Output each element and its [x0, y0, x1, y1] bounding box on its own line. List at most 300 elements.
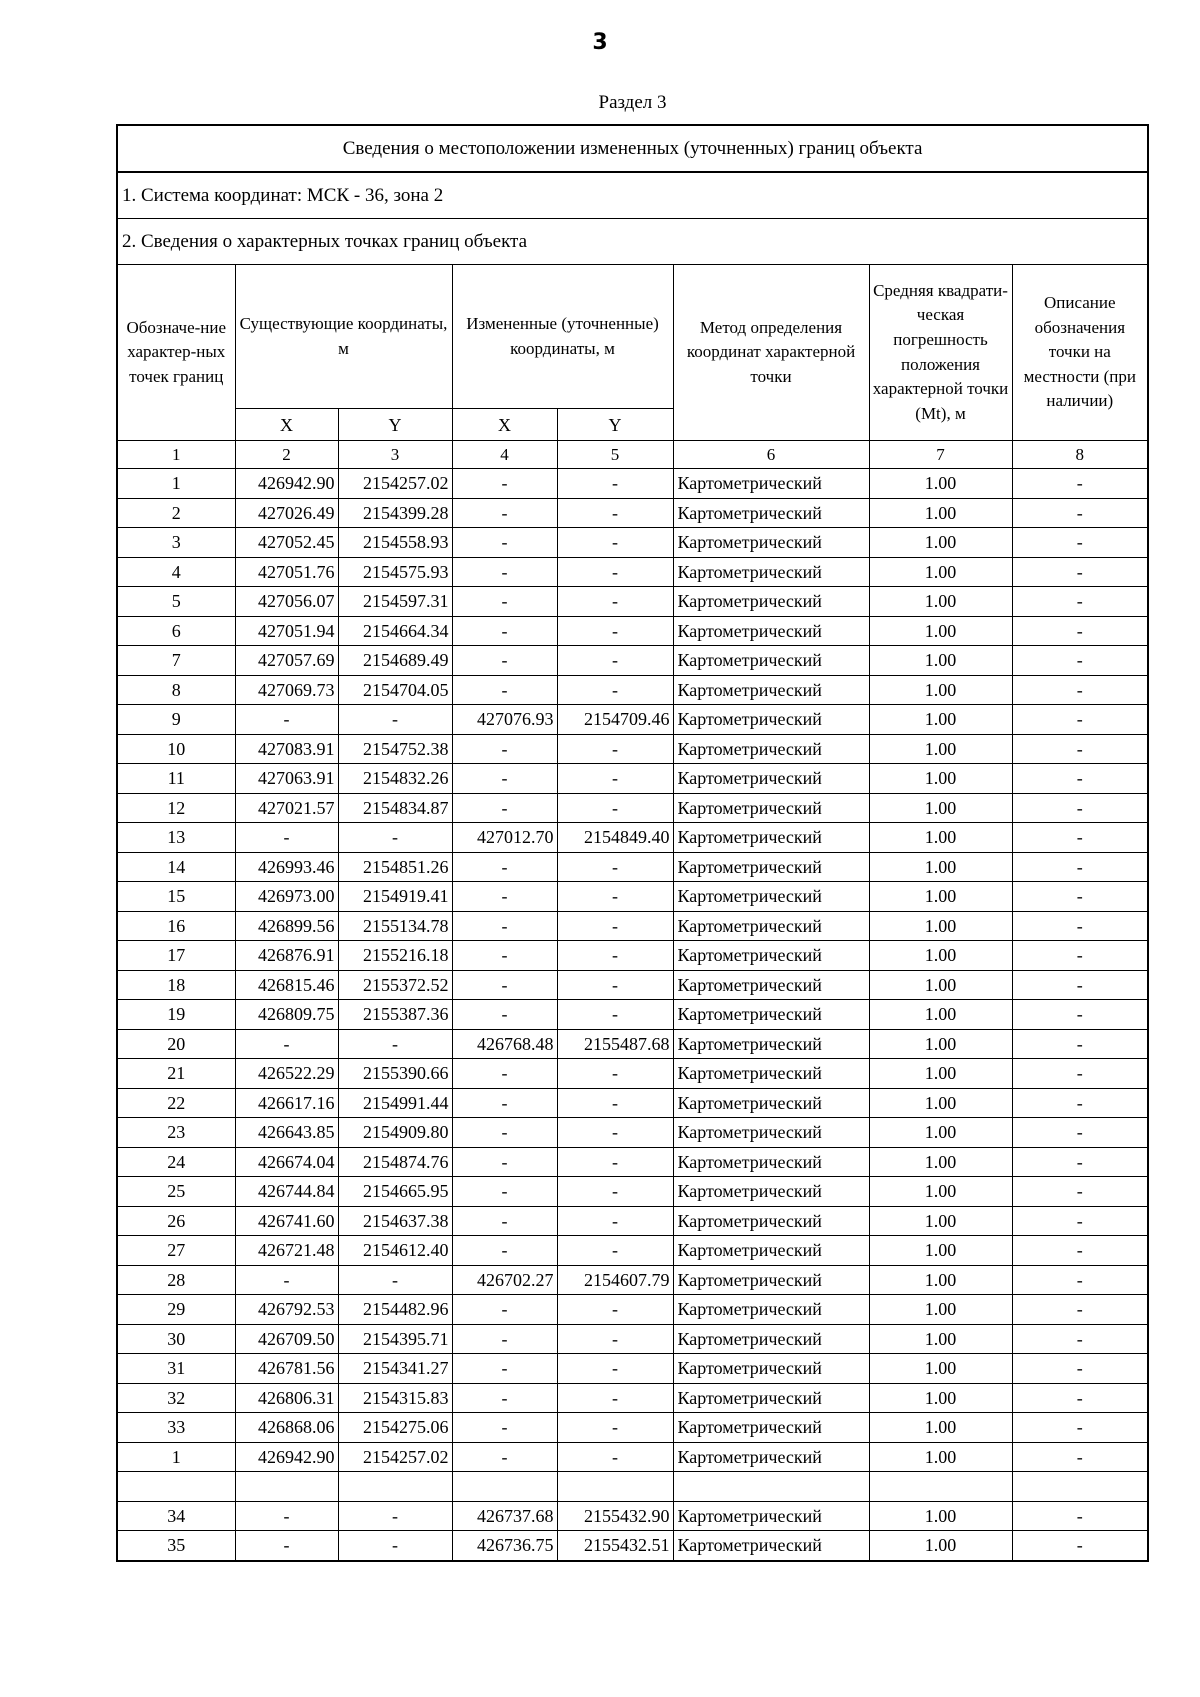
cell-changed-y: -: [557, 970, 673, 1000]
cell-rms-error: 1.00: [869, 1295, 1012, 1325]
cell-changed-y: -: [557, 1295, 673, 1325]
cell-point-description: -: [1012, 587, 1148, 617]
cell-point-id: 1: [117, 1442, 235, 1472]
table-row: [117, 1118, 1148, 1148]
column-number: 1: [117, 441, 235, 469]
cell-point-id: 19: [117, 1000, 235, 1030]
cell-point-id: 10: [117, 734, 235, 764]
cell-point-id: [117, 1472, 235, 1502]
cell-changed-y: -: [557, 1059, 673, 1089]
cell-changed-x: -: [452, 882, 557, 912]
cell-changed-y: -: [557, 616, 673, 646]
cell-rms-error: 1.00: [869, 1000, 1012, 1030]
cell-method: Картометрический: [673, 1501, 869, 1531]
cell-existing-x: -: [235, 705, 338, 735]
column-number: 5: [557, 441, 673, 469]
cell-point-description: -: [1012, 1177, 1148, 1207]
table-row: [117, 705, 1148, 735]
cell-changed-y: -: [557, 1324, 673, 1354]
cell-existing-y: 2154341.27: [338, 1354, 452, 1384]
table-row: [117, 1501, 1148, 1531]
cell-rms-error: 1.00: [869, 1383, 1012, 1413]
cell-existing-x: -: [235, 1531, 338, 1561]
table-row: [117, 646, 1148, 676]
cell-existing-x: 426674.04: [235, 1147, 338, 1177]
cell-changed-y: -: [557, 852, 673, 882]
cell-point-description: -: [1012, 705, 1148, 735]
cell-existing-y: 2154991.44: [338, 1088, 452, 1118]
cell-existing-x: 427021.57: [235, 793, 338, 823]
cell-method: Картометрический: [673, 705, 869, 735]
cell-changed-y: -: [557, 1177, 673, 1207]
cell-rms-error: 1.00: [869, 616, 1012, 646]
cell-rms-error: 1.00: [869, 528, 1012, 558]
cell-changed-y: -: [557, 1147, 673, 1177]
cell-changed-x: -: [452, 1206, 557, 1236]
cell-changed-y: 2155487.68: [557, 1029, 673, 1059]
cell-rms-error: 1.00: [869, 734, 1012, 764]
cell-method: Картометрический: [673, 1118, 869, 1148]
cell-method: Картометрический: [673, 1442, 869, 1472]
cell-changed-x: 426702.27: [452, 1265, 557, 1295]
cell-point-description: -: [1012, 823, 1148, 853]
cell-method: Картометрический: [673, 970, 869, 1000]
cell-changed-x: -: [452, 970, 557, 1000]
cell-point-id: 34: [117, 1501, 235, 1531]
cell-rms-error: 1.00: [869, 911, 1012, 941]
cell-point-description: -: [1012, 528, 1148, 558]
cell-existing-y: -: [338, 1501, 452, 1531]
cell-existing-x: 426522.29: [235, 1059, 338, 1089]
cell-changed-y: -: [557, 1413, 673, 1443]
cell-existing-x: 426617.16: [235, 1088, 338, 1118]
cell-changed-x: -: [452, 1118, 557, 1148]
table-row: [117, 587, 1148, 617]
column-number: 7: [869, 441, 1012, 469]
cell-existing-x: 426744.84: [235, 1177, 338, 1207]
cell-changed-x: -: [452, 528, 557, 558]
cell-existing-x: -: [235, 823, 338, 853]
cell-changed-y: 2155432.51: [557, 1531, 673, 1561]
table-row: [117, 1029, 1148, 1059]
table-row: [117, 1531, 1148, 1561]
cell-point-id: 14: [117, 852, 235, 882]
header-existing-y: Y: [338, 409, 452, 441]
cell-changed-y: -: [557, 734, 673, 764]
cell-existing-y: 2154851.26: [338, 852, 452, 882]
table-row: [117, 852, 1148, 882]
section-label: Раздел 3: [598, 92, 667, 113]
cell-point-description: -: [1012, 1059, 1148, 1089]
cell-rms-error: 1.00: [869, 1059, 1012, 1089]
cell-existing-y: 2155387.36: [338, 1000, 452, 1030]
cell-point-id: 35: [117, 1531, 235, 1561]
cell-rms-error: 1.00: [869, 557, 1012, 587]
cell-changed-y: -: [557, 528, 673, 558]
cell-changed-x: [452, 1472, 557, 1502]
cell-point-id: 24: [117, 1147, 235, 1177]
cell-changed-x: -: [452, 1059, 557, 1089]
cell-point-id: 4: [117, 557, 235, 587]
cell-point-id: 18: [117, 970, 235, 1000]
cell-point-description: -: [1012, 1236, 1148, 1266]
cell-existing-y: 2154834.87: [338, 793, 452, 823]
cell-point-description: -: [1012, 1501, 1148, 1531]
table-row: [117, 1472, 1148, 1502]
cell-existing-x: -: [235, 1265, 338, 1295]
cell-method: Картометрический: [673, 1177, 869, 1207]
cell-existing-x: -: [235, 1501, 338, 1531]
cell-changed-x: -: [452, 1295, 557, 1325]
cell-point-description: -: [1012, 1000, 1148, 1030]
header-existing-coordinates: Существующие координаты, м: [235, 265, 452, 409]
table-row: [117, 823, 1148, 853]
cell-rms-error: 1.00: [869, 1413, 1012, 1443]
table-row: [117, 882, 1148, 912]
cell-existing-x: 426815.46: [235, 970, 338, 1000]
cell-existing-x: 427063.91: [235, 764, 338, 794]
cell-existing-y: 2154482.96: [338, 1295, 452, 1325]
cell-point-description: -: [1012, 1118, 1148, 1148]
cell-rms-error: 1.00: [869, 1324, 1012, 1354]
cell-point-description: -: [1012, 1206, 1148, 1236]
cell-existing-x: 426973.00: [235, 882, 338, 912]
table-row: [117, 1265, 1148, 1295]
header-changed-coordinates: Измененные (уточненные) координаты, м: [452, 265, 673, 409]
column-number: 4: [452, 441, 557, 469]
cell-point-description: -: [1012, 793, 1148, 823]
cell-point-description: -: [1012, 1531, 1148, 1561]
cell-point-description: -: [1012, 616, 1148, 646]
cell-existing-y: 2155390.66: [338, 1059, 452, 1089]
cell-point-description: -: [1012, 734, 1148, 764]
cell-existing-x: [235, 1472, 338, 1502]
cell-point-description: -: [1012, 1265, 1148, 1295]
table-row: [117, 1324, 1148, 1354]
column-number: 3: [338, 441, 452, 469]
header-changed-y: Y: [557, 409, 673, 441]
cell-existing-x: 426709.50: [235, 1324, 338, 1354]
cell-changed-x: -: [452, 1088, 557, 1118]
cell-method: Картометрический: [673, 1354, 869, 1384]
points-heading: 2. Сведения о характерных точках границ объекта: [117, 219, 1148, 265]
table-title: Сведения о местоположении измененных (уточненных) границ объекта: [117, 125, 1148, 172]
table-row: [117, 1383, 1148, 1413]
cell-point-description: -: [1012, 557, 1148, 587]
cell-method: Картометрический: [673, 1413, 869, 1443]
cell-method: [673, 1472, 869, 1502]
cell-changed-x: -: [452, 498, 557, 528]
cell-method: Картометрический: [673, 1088, 869, 1118]
cell-existing-y: 2154832.26: [338, 764, 452, 794]
cell-rms-error: 1.00: [869, 941, 1012, 971]
cell-point-description: -: [1012, 646, 1148, 676]
cell-rms-error: 1.00: [869, 675, 1012, 705]
cell-point-description: -: [1012, 941, 1148, 971]
cell-existing-x: 426899.56: [235, 911, 338, 941]
cell-existing-x: 426741.60: [235, 1206, 338, 1236]
cell-existing-y: 2154395.71: [338, 1324, 452, 1354]
cell-changed-x: -: [452, 911, 557, 941]
cell-changed-y: -: [557, 1088, 673, 1118]
cell-changed-x: -: [452, 646, 557, 676]
cell-rms-error: 1.00: [869, 1531, 1012, 1561]
table-row: [117, 1295, 1148, 1325]
cell-existing-x: 426792.53: [235, 1295, 338, 1325]
cell-changed-x: -: [452, 557, 557, 587]
cell-point-id: 13: [117, 823, 235, 853]
cell-existing-x: 427051.76: [235, 557, 338, 587]
cell-changed-y: [557, 1472, 673, 1502]
cell-rms-error: 1.00: [869, 469, 1012, 499]
cell-existing-y: -: [338, 1531, 452, 1561]
cell-method: Картометрический: [673, 1147, 869, 1177]
cell-point-description: -: [1012, 498, 1148, 528]
cell-method: Картометрический: [673, 823, 869, 853]
cell-point-id: 21: [117, 1059, 235, 1089]
header-existing-x: X: [235, 409, 338, 441]
cell-changed-y: -: [557, 793, 673, 823]
cell-rms-error: 1.00: [869, 852, 1012, 882]
cell-changed-x: 426768.48: [452, 1029, 557, 1059]
table-row: [117, 1000, 1148, 1030]
cell-changed-y: -: [557, 1206, 673, 1236]
cell-changed-x: -: [452, 1354, 557, 1384]
cell-point-id: 16: [117, 911, 235, 941]
table-row: [117, 528, 1148, 558]
cell-existing-y: 2154909.80: [338, 1118, 452, 1148]
cell-rms-error: 1.00: [869, 587, 1012, 617]
cell-method: Картометрический: [673, 1324, 869, 1354]
cell-method: Картометрический: [673, 1236, 869, 1266]
cell-existing-x: 426721.48: [235, 1236, 338, 1266]
cell-rms-error: 1.00: [869, 646, 1012, 676]
cell-rms-error: 1.00: [869, 1206, 1012, 1236]
cell-rms-error: 1.00: [869, 1147, 1012, 1177]
cell-changed-y: -: [557, 911, 673, 941]
table-row: [117, 1088, 1148, 1118]
cell-changed-y: -: [557, 1354, 673, 1384]
cell-rms-error: 1.00: [869, 705, 1012, 735]
cell-changed-x: -: [452, 793, 557, 823]
cell-point-id: 25: [117, 1177, 235, 1207]
cell-method: Картометрический: [673, 764, 869, 794]
table-row: [117, 1413, 1148, 1443]
table-row: [117, 911, 1148, 941]
header-point-designation: Обозначе-ние характер-ных точек границ: [117, 265, 235, 441]
cell-point-id: 17: [117, 941, 235, 971]
cell-point-id: 8: [117, 675, 235, 705]
cell-point-description: -: [1012, 675, 1148, 705]
cell-existing-y: 2154665.95: [338, 1177, 452, 1207]
table-row: [117, 557, 1148, 587]
cell-existing-x: 426809.75: [235, 1000, 338, 1030]
table-row: [117, 1147, 1148, 1177]
cell-existing-x: -: [235, 1029, 338, 1059]
table-row: [117, 616, 1148, 646]
cell-method: Картометрический: [673, 1206, 869, 1236]
cell-existing-y: 2154752.38: [338, 734, 452, 764]
column-number-row: [117, 441, 1148, 469]
cell-existing-x: 427069.73: [235, 675, 338, 705]
cell-changed-y: 2155432.90: [557, 1501, 673, 1531]
cell-method: Картометрический: [673, 793, 869, 823]
cell-point-id: 29: [117, 1295, 235, 1325]
coordinate-system: 1. Система координат: МСК - 36, зона 2: [117, 172, 1148, 219]
cell-changed-y: -: [557, 675, 673, 705]
cell-rms-error: 1.00: [869, 1177, 1012, 1207]
cell-point-description: -: [1012, 469, 1148, 499]
cell-existing-y: 2154257.02: [338, 1442, 452, 1472]
page-number: 3: [592, 30, 608, 55]
cell-existing-x: 426876.91: [235, 941, 338, 971]
table-row: [117, 1206, 1148, 1236]
table-row: [117, 1354, 1148, 1384]
header-changed-x: X: [452, 409, 557, 441]
cell-method: Картометрический: [673, 469, 869, 499]
cell-method: Картометрический: [673, 1265, 869, 1295]
cell-changed-y: -: [557, 764, 673, 794]
cell-rms-error: 1.00: [869, 793, 1012, 823]
cell-point-id: 22: [117, 1088, 235, 1118]
cell-existing-x: 426942.90: [235, 1442, 338, 1472]
table-row: [117, 1059, 1148, 1089]
cell-point-id: 6: [117, 616, 235, 646]
cell-changed-y: -: [557, 1383, 673, 1413]
cell-existing-x: 426942.90: [235, 469, 338, 499]
cell-existing-y: -: [338, 823, 452, 853]
cell-method: Картометрический: [673, 1531, 869, 1561]
cell-method: Картометрический: [673, 498, 869, 528]
cell-point-id: 26: [117, 1206, 235, 1236]
cell-point-id: 31: [117, 1354, 235, 1384]
cell-existing-y: 2154558.93: [338, 528, 452, 558]
cell-changed-y: -: [557, 941, 673, 971]
cell-rms-error: 1.00: [869, 498, 1012, 528]
column-number: 6: [673, 441, 869, 469]
cell-point-id: 30: [117, 1324, 235, 1354]
cell-point-id: 33: [117, 1413, 235, 1443]
cell-point-description: -: [1012, 1442, 1148, 1472]
cell-changed-y: -: [557, 646, 673, 676]
table-row: [117, 764, 1148, 794]
cell-rms-error: 1.00: [869, 970, 1012, 1000]
cell-changed-x: 426737.68: [452, 1501, 557, 1531]
cell-rms-error: [869, 1472, 1012, 1502]
cell-changed-y: -: [557, 1000, 673, 1030]
cell-changed-x: -: [452, 1000, 557, 1030]
cell-existing-y: 2154275.06: [338, 1413, 452, 1443]
cell-point-id: 7: [117, 646, 235, 676]
cell-point-id: 2: [117, 498, 235, 528]
cell-method: Картометрический: [673, 646, 869, 676]
cell-existing-y: [338, 1472, 452, 1502]
cell-changed-x: -: [452, 1442, 557, 1472]
cell-rms-error: 1.00: [869, 764, 1012, 794]
cell-method: Картометрический: [673, 1295, 869, 1325]
table-row: [117, 675, 1148, 705]
cell-rms-error: 1.00: [869, 1442, 1012, 1472]
cell-existing-y: -: [338, 1029, 452, 1059]
cell-method: Картометрический: [673, 1059, 869, 1089]
cell-point-id: 15: [117, 882, 235, 912]
cell-point-id: 11: [117, 764, 235, 794]
cell-rms-error: 1.00: [869, 1029, 1012, 1059]
cell-existing-x: 427083.91: [235, 734, 338, 764]
cell-existing-x: 427057.69: [235, 646, 338, 676]
cell-method: Картометрический: [673, 616, 869, 646]
cell-method: Картометрический: [673, 911, 869, 941]
cell-existing-y: 2154315.83: [338, 1383, 452, 1413]
cell-changed-x: -: [452, 1236, 557, 1266]
table-row: [117, 970, 1148, 1000]
cell-method: Картометрический: [673, 675, 869, 705]
cell-point-description: -: [1012, 1354, 1148, 1384]
cell-changed-x: -: [452, 1177, 557, 1207]
cell-point-description: -: [1012, 1088, 1148, 1118]
table-row: [117, 1442, 1148, 1472]
cell-rms-error: 1.00: [869, 1354, 1012, 1384]
cell-changed-x: 427012.70: [452, 823, 557, 853]
cell-point-id: 1: [117, 469, 235, 499]
cell-changed-y: -: [557, 1442, 673, 1472]
cell-changed-x: -: [452, 616, 557, 646]
cell-point-description: -: [1012, 911, 1148, 941]
table-row: [117, 793, 1148, 823]
cell-changed-y: -: [557, 498, 673, 528]
table-row: [117, 734, 1148, 764]
table-row: [117, 941, 1148, 971]
cell-changed-x: -: [452, 587, 557, 617]
cell-rms-error: 1.00: [869, 823, 1012, 853]
header-method: Метод определения координат характерной точки: [673, 265, 869, 441]
column-number: 8: [1012, 441, 1148, 469]
cell-method: Картометрический: [673, 1029, 869, 1059]
cell-method: Картометрический: [673, 557, 869, 587]
cell-changed-x: 426736.75: [452, 1531, 557, 1561]
cell-method: Картометрический: [673, 852, 869, 882]
cell-changed-x: -: [452, 941, 557, 971]
cell-changed-y: -: [557, 557, 673, 587]
header-description: Описание обозначения точки на местности (при наличии): [1012, 265, 1148, 441]
cell-rms-error: 1.00: [869, 1118, 1012, 1148]
cell-point-description: -: [1012, 1324, 1148, 1354]
cell-changed-x: -: [452, 734, 557, 764]
cell-point-description: -: [1012, 764, 1148, 794]
cell-point-id: 9: [117, 705, 235, 735]
cell-existing-y: 2154704.05: [338, 675, 452, 705]
cell-method: Картометрический: [673, 1383, 869, 1413]
cell-changed-x: -: [452, 1324, 557, 1354]
cell-changed-y: -: [557, 469, 673, 499]
table-row: [117, 498, 1148, 528]
cell-point-id: 28: [117, 1265, 235, 1295]
cell-existing-x: 426993.46: [235, 852, 338, 882]
table-row: [117, 469, 1148, 499]
table-row: [117, 1177, 1148, 1207]
cell-changed-y: -: [557, 1236, 673, 1266]
cell-existing-x: 426806.31: [235, 1383, 338, 1413]
cell-point-id: 3: [117, 528, 235, 558]
cell-existing-y: 2154664.34: [338, 616, 452, 646]
cell-point-description: -: [1012, 1029, 1148, 1059]
cell-rms-error: 1.00: [869, 1236, 1012, 1266]
cell-existing-x: 427026.49: [235, 498, 338, 528]
cell-method: Картометрический: [673, 882, 869, 912]
cell-existing-y: 2155216.18: [338, 941, 452, 971]
cell-changed-y: 2154709.46: [557, 705, 673, 735]
cell-existing-x: 426868.06: [235, 1413, 338, 1443]
